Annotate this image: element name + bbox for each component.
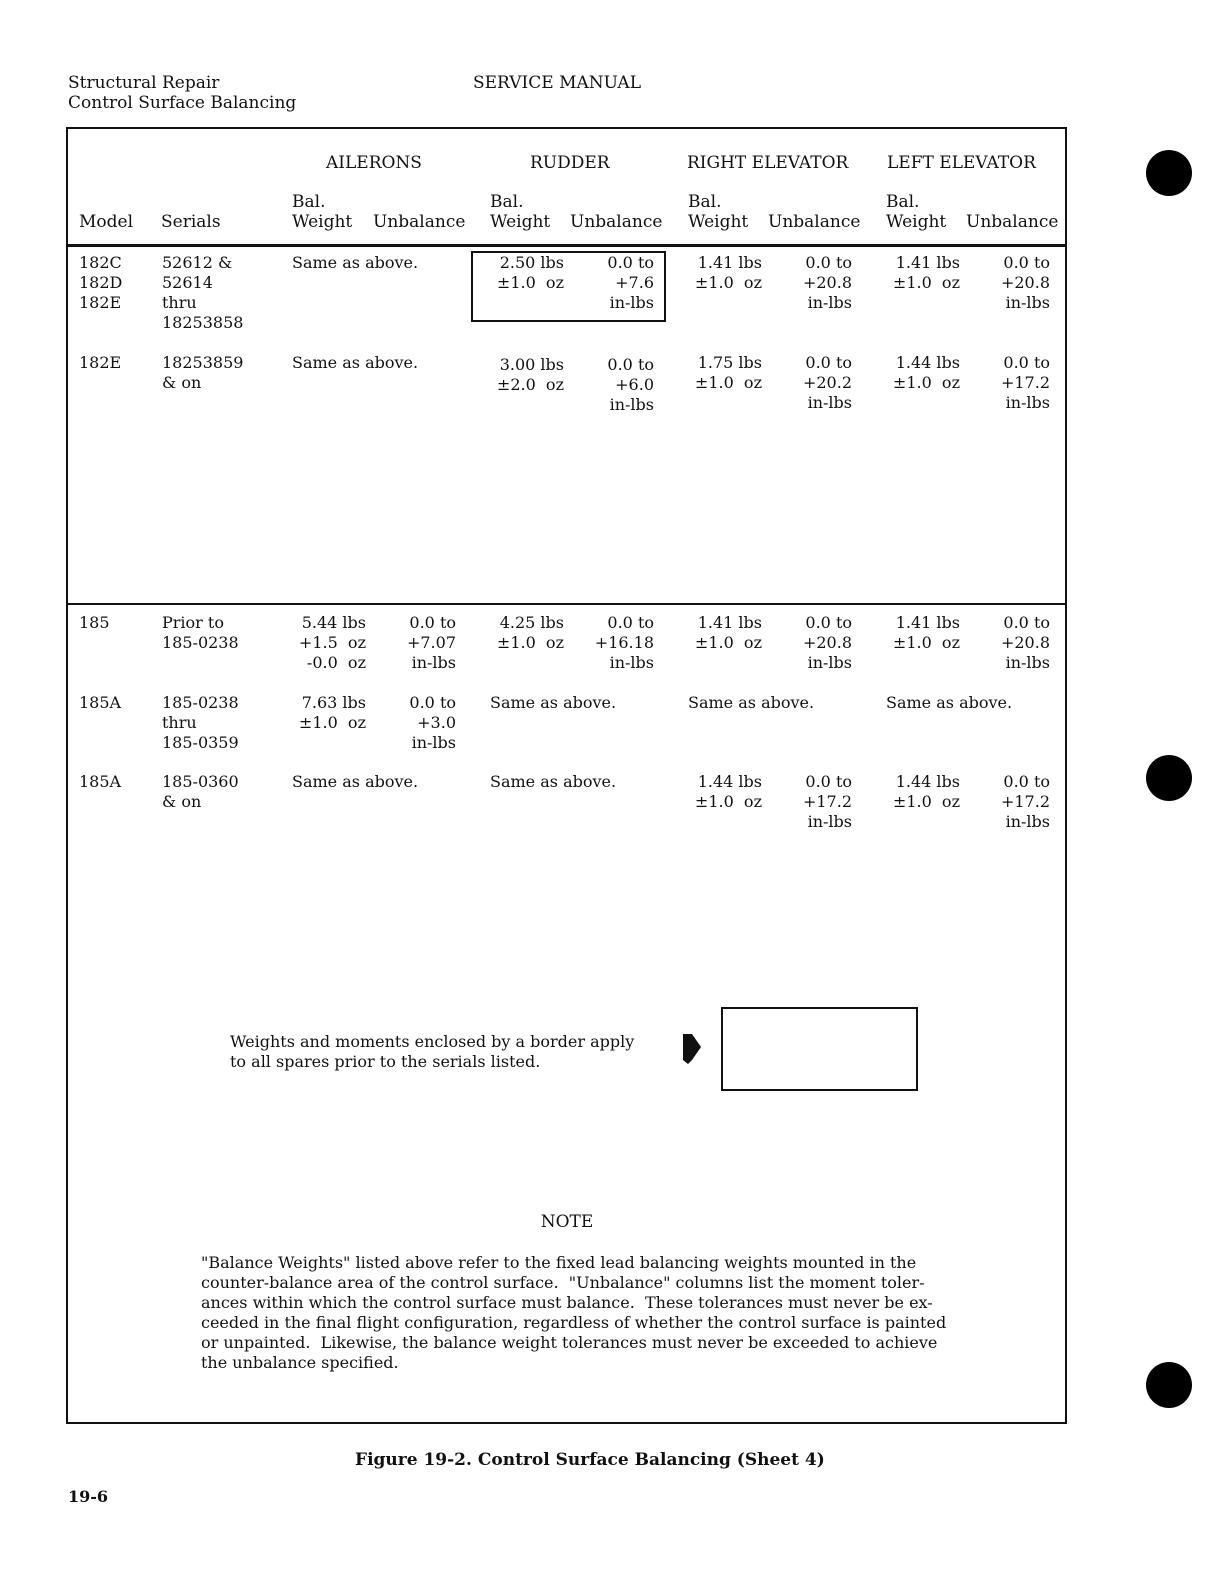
- cell-ailerons-unbalance: 0.0 to +3.0 in-lbs: [409, 693, 456, 752]
- subsection-title: Control Surface Balancing: [68, 93, 297, 113]
- border-legend-sample-box: [721, 1007, 918, 1091]
- cell-serials: Prior to 185-0238: [162, 613, 239, 652]
- cell-right-weight: 1.41 lbs ±1.0 oz: [694, 613, 762, 652]
- col-header-right-bal-weight: Bal. Weight: [688, 192, 749, 232]
- figure-caption: Figure 19-2. Control Surface Balancing (Sheet 4): [355, 1450, 825, 1470]
- cell-right-unbalance: 0.0 to +20.2 in-lbs: [802, 353, 852, 412]
- col-header-left-bal-weight: Bal. Weight: [886, 192, 947, 232]
- cell-ailerons: Same as above.: [292, 772, 419, 791]
- cell-left-weight: 1.44 lbs ±1.0 oz: [892, 772, 960, 811]
- cell-model: 185A: [79, 772, 122, 791]
- col-header-left-unbalance: Unbalance: [966, 212, 1059, 232]
- cell-ailerons: Same as above.: [292, 353, 419, 372]
- page-header-left: [68, 73, 296, 113]
- binder-hole-icon: [1146, 755, 1192, 801]
- col-header-ailerons-unbalance: Unbalance: [373, 212, 466, 232]
- cell-right-weight: 1.75 lbs ±1.0 oz: [694, 353, 762, 392]
- cell-left-unbalance: 0.0 to +17.2 in-lbs: [1000, 772, 1050, 831]
- cell-model: 185: [79, 613, 110, 632]
- cell-serials: 52612 & 52614 thru 18253858: [162, 253, 244, 332]
- cell-right-unbalance: 0.0 to +20.8 in-lbs: [802, 253, 852, 312]
- cell-serials: 185-0238 thru 185-0359: [162, 693, 239, 752]
- cell-ailerons-unbalance: 0.0 to +7.07 in-lbs: [406, 613, 456, 672]
- cell-ailerons: Same as above.: [292, 253, 419, 272]
- group-header-right-elevator: RIGHT ELEVATOR: [687, 153, 849, 173]
- cell-ailerons-weight: 7.63 lbs ±1.0 oz: [298, 693, 366, 732]
- section-divider: [66, 603, 1067, 605]
- cell-rudder-weight: 2.50 lbs ±1.0 oz: [496, 253, 564, 292]
- border-legend-text: Weights and moments enclosed by a border apply to all spares prior to the serials listed.: [230, 1032, 635, 1071]
- section-title: Structural Repair: [68, 73, 220, 93]
- cell-left-weight: 1.44 lbs ±1.0 oz: [892, 353, 960, 392]
- cell-right-unbalance: 0.0 to +17.2 in-lbs: [802, 772, 852, 831]
- cell-model: 182E: [79, 353, 122, 372]
- group-header-left-elevator: LEFT ELEVATOR: [887, 153, 1036, 173]
- col-header-right-unbalance: Unbalance: [768, 212, 861, 232]
- note-title: NOTE: [540, 1212, 594, 1232]
- manual-title: SERVICE MANUAL: [473, 73, 641, 93]
- col-header-ailerons-bal-weight: Bal. Weight: [292, 192, 353, 232]
- col-header-serials: Serials: [161, 212, 221, 232]
- note-text: "Balance Weights" listed above refer to the fixed lead balancing weights mounted in the counter-balance area of the control surface. "Unbalance" columns list the moment toler- ances within which the control surface must balance. These tolerances must never be ex- ceeded in the final flight configuration, regardless of whether the control surface is painted or unpainted. Likewise, the balance weight tolerances must never be exceeded to achieve the unbalance specified.: [201, 1253, 947, 1372]
- cell-rudder: Same as above.: [490, 693, 617, 712]
- cell-right-weight: 1.41 lbs ±1.0 oz: [694, 253, 762, 292]
- cell-left-weight: 1.41 lbs ±1.0 oz: [892, 613, 960, 652]
- cell-right-weight: 1.44 lbs ±1.0 oz: [694, 772, 762, 811]
- cell-left-unbalance: 0.0 to +20.8 in-lbs: [1000, 613, 1050, 672]
- arrow-right-icon: [680, 1030, 702, 1066]
- col-header-rudder-bal-weight: Bal. Weight: [490, 192, 551, 232]
- cell-serials: 18253859 & on: [162, 353, 244, 392]
- binder-hole-icon: [1146, 1362, 1192, 1408]
- cell-left-weight: 1.41 lbs ±1.0 oz: [892, 253, 960, 292]
- cell-rudder-weight: 3.00 lbs ±2.0 oz: [496, 355, 564, 394]
- cell-left-unbalance: 0.0 to +17.2 in-lbs: [1000, 353, 1050, 412]
- cell-rudder-unbalance: 0.0 to +7.6 in-lbs: [607, 253, 654, 312]
- cell-model: 182C 182D 182E: [79, 253, 123, 312]
- group-header-ailerons: AILERONS: [326, 153, 422, 173]
- col-header-rudder-unbalance: Unbalance: [570, 212, 663, 232]
- cell-left-elevator: Same as above.: [886, 693, 1013, 712]
- group-header-rudder: RUDDER: [530, 153, 610, 173]
- header-divider: [66, 244, 1067, 247]
- cell-serials: 185-0360 & on: [162, 772, 239, 811]
- cell-rudder-unbalance: 0.0 to +16.18 in-lbs: [594, 613, 654, 672]
- cell-rudder-weight: 4.25 lbs ±1.0 oz: [496, 613, 564, 652]
- binder-hole-icon: [1146, 150, 1192, 196]
- spares-border-box: [471, 251, 666, 322]
- cell-rudder-unbalance: 0.0 to +6.0 in-lbs: [607, 355, 654, 414]
- col-header-model: Model: [79, 212, 134, 232]
- cell-ailerons-weight: 5.44 lbs +1.5 oz -0.0 oz: [298, 613, 366, 672]
- cell-right-elevator: Same as above.: [688, 693, 815, 712]
- cell-left-unbalance: 0.0 to +20.8 in-lbs: [1000, 253, 1050, 312]
- cell-rudder: Same as above.: [490, 772, 617, 791]
- cell-right-unbalance: 0.0 to +20.8 in-lbs: [802, 613, 852, 672]
- cell-model: 185A: [79, 693, 122, 712]
- page-number: 19-6: [68, 1487, 109, 1506]
